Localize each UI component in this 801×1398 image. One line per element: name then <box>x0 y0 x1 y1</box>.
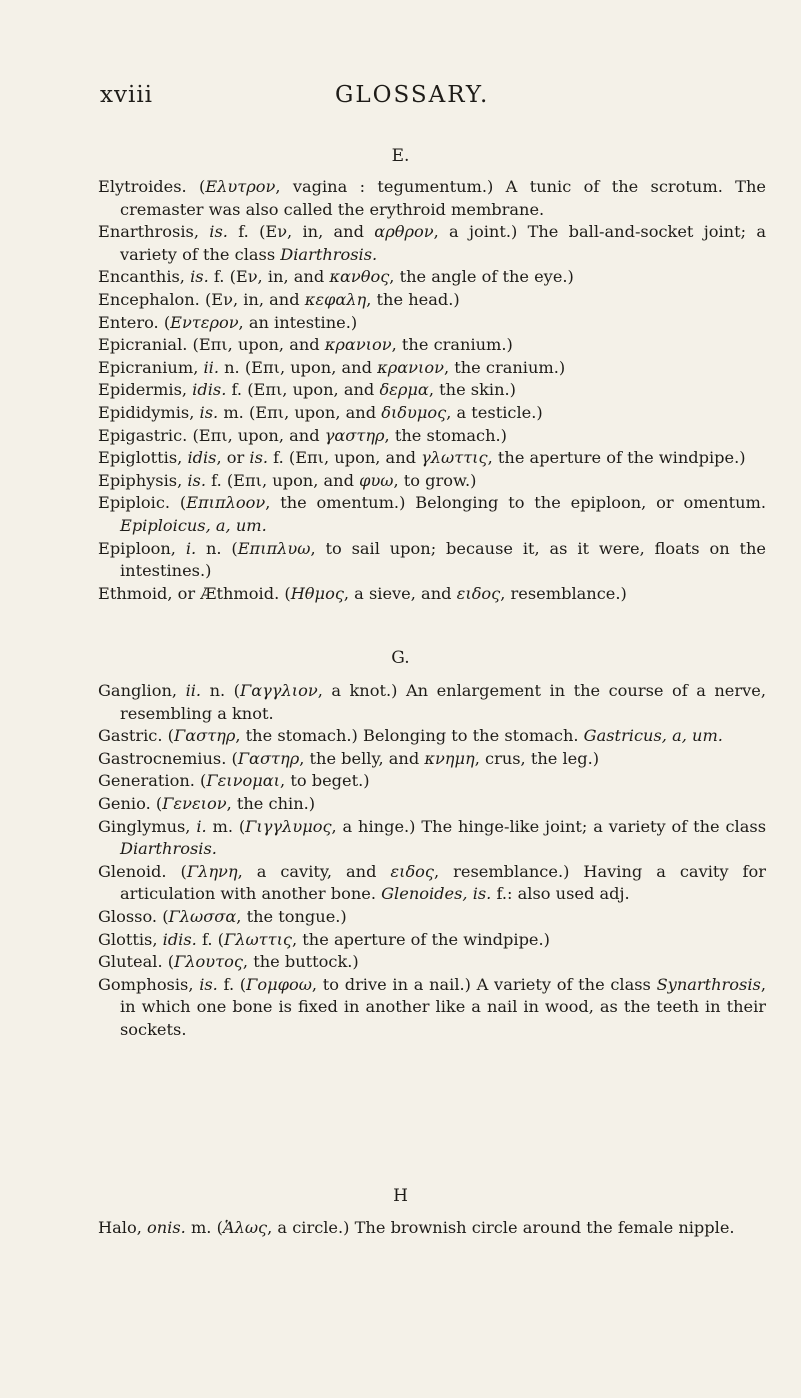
entry-text: Gluteal. ( <box>98 952 175 972</box>
entry-text: , a testicle.) <box>446 402 543 422</box>
glossary-entry <box>98 289 766 312</box>
entry-text: n. ( <box>196 538 238 558</box>
italic-text: Diarthrosis. <box>280 244 378 264</box>
entry-text: , to grow.) <box>393 470 477 490</box>
glossary-entry <box>98 951 766 974</box>
entry-text: , a circle.) The brownish circle around the female nipple. <box>267 1218 735 1237</box>
greek-term: Γλουτος <box>174 952 243 972</box>
glossary-entry <box>98 176 766 221</box>
greek-term: Γλωττις <box>223 929 292 949</box>
entry-text: , resemblance.) <box>500 583 627 603</box>
entry-text: Epigastric. (Επι, upon, and <box>98 425 325 445</box>
greek-term: Επιπλοον <box>186 493 266 513</box>
entry-text: Epidermis, <box>98 380 193 400</box>
greek-term: Γαστηρ <box>173 726 236 746</box>
glossary-entry <box>98 470 766 493</box>
glossary-entry <box>98 748 766 771</box>
glossary-entry <box>98 266 766 289</box>
entry-text: , a joint.) The ball-and-socket joint; a variety of the class <box>120 222 766 264</box>
italic-text: Epiploicus, a, um. <box>120 515 267 535</box>
entry-text: Gomphosis, <box>98 974 200 994</box>
section-letter-g: G. <box>391 648 410 668</box>
glossary-entry <box>98 402 766 425</box>
glossary-entry <box>98 334 766 357</box>
entry-text: f.: also used adj. <box>491 884 630 904</box>
entry-text: , an intestine.) <box>238 312 358 332</box>
entry-text: Glenoid. ( <box>98 861 187 881</box>
glossary-entry <box>98 425 766 448</box>
entry-text: , the buttock.) <box>242 952 359 972</box>
entry-text: , the belly, and <box>299 748 425 768</box>
section-h-entries <box>98 1217 766 1240</box>
greek-term: Γομφοω <box>246 974 312 994</box>
glossary-entry <box>98 538 766 583</box>
greek-term: Γλωσσα <box>168 906 237 926</box>
entry-text: , or <box>216 448 250 468</box>
entry-text: Epididymis, <box>98 402 200 422</box>
page-title: GLOSSARY. <box>335 82 490 108</box>
entry-text: , a sieve, and <box>343 583 457 603</box>
entry-text: Epicranium, <box>98 357 204 377</box>
glossary-entry <box>98 583 766 606</box>
entry-text: f. ( <box>217 974 247 994</box>
italic-text: Glenoides, is. <box>381 884 492 904</box>
italic-text: Gastricus, a, um. <box>583 726 723 746</box>
greek-term: κεφαλη <box>304 289 367 309</box>
entry-text: Generation. ( <box>98 771 207 791</box>
entry-text: Gastric. ( <box>98 726 174 746</box>
entry-text: f. (Εν, in, and <box>208 267 330 287</box>
entry-text: n. ( <box>201 681 240 700</box>
glossary-entry <box>98 221 766 266</box>
italic-text: is. <box>190 267 209 287</box>
entry-text: f. (Επι, upon, and <box>268 448 422 468</box>
greek-term: Ηθμος <box>290 583 344 603</box>
glossary-entry <box>98 357 766 380</box>
greek-term: ειδος <box>456 583 501 603</box>
greek-term: Επιπλυω <box>237 538 311 558</box>
glossary-entry <box>98 312 766 335</box>
entry-text: Ginglymus, <box>98 816 197 836</box>
greek-term: κρανιον <box>324 335 392 355</box>
greek-term: δερμα <box>379 380 429 400</box>
entry-text: Epiploic. ( <box>98 493 187 513</box>
entry-text: Glosso. ( <box>98 906 169 926</box>
entry-text: , a hinge.) The hinge-like joint; a variety of the class <box>331 816 767 836</box>
entry-text: n. (Επι, upon, and <box>218 357 378 377</box>
glossary-entry <box>98 680 766 725</box>
entry-text: , vagina : tegumentum.) A tunic of the scrotum. The cremaster was also called the erythroid membrane. <box>120 177 766 219</box>
entry-text: Epicranial. (Επι, upon, and <box>98 335 325 355</box>
entry-text: Encanthis, <box>98 267 191 287</box>
glossary-entry <box>98 906 766 929</box>
greek-term: διδυμος <box>381 402 447 422</box>
italic-text: i. <box>196 816 207 836</box>
italic-text: onis. <box>146 1218 186 1237</box>
entry-text: , to beget.) <box>280 771 370 791</box>
entry-text: Elytroides. ( <box>98 177 206 196</box>
entry-text: m. ( <box>185 1218 223 1237</box>
entry-text: f. (Εν, in, and <box>227 222 375 242</box>
entry-text: Epiglottis, <box>98 448 188 468</box>
entry-text: f. ( <box>196 929 224 949</box>
italic-text: idis. <box>192 380 227 400</box>
glossary-entry <box>98 861 766 906</box>
italic-text: idis. <box>162 929 197 949</box>
entry-text: Epiphysis, <box>98 470 188 490</box>
italic-text: ii. <box>185 681 202 700</box>
greek-term: ειδος <box>390 861 434 881</box>
entry-text: , in which one bone is fixed in another like a nail in wood, as the teeth in their sockets. <box>120 974 766 1039</box>
glossary-entry <box>98 725 766 748</box>
entry-text: , to sail upon; because it, as it were, floats on the intestines.) <box>120 538 766 581</box>
glossary-entry <box>98 929 766 952</box>
greek-term: Γαστηρ <box>237 748 300 768</box>
greek-term: γαστηρ <box>324 425 385 445</box>
entry-text: , the skin.) <box>428 380 516 400</box>
entry-text: , the angle of the eye.) <box>389 267 574 287</box>
greek-term: Εντερον <box>170 312 239 332</box>
entry-text: , to drive in a nail.) A variety of the class <box>311 974 657 994</box>
greek-term: Γιγγλυμος <box>245 816 332 836</box>
italic-text: is. <box>209 222 228 242</box>
italic-text: is. <box>249 448 269 468</box>
entry-text: m. (Επι, upon, and <box>218 402 382 422</box>
greek-term: κρανιον <box>377 357 444 377</box>
entry-text: , a cavity, and <box>237 861 391 881</box>
entry-text: , a knot.) An enlargement in the course of a nerve, resembling a knot. <box>120 681 766 723</box>
entry-text: Ethmoid, or Æthmoid. ( <box>98 583 291 603</box>
greek-term: φυω <box>359 470 394 490</box>
entry-text: Ganglion, <box>98 681 186 700</box>
greek-term: Γενειον <box>162 793 227 813</box>
italic-text: i. <box>185 538 197 558</box>
entry-text: Halo, <box>98 1218 147 1237</box>
glossary-entry <box>98 379 766 402</box>
entry-text: , the head.) <box>366 289 460 309</box>
italic-text: is. <box>199 402 219 422</box>
entry-text: , resemblance.) Having a cavity for articulation with another bone. <box>120 861 766 904</box>
entry-text: m. ( <box>206 816 246 836</box>
entry-text: , crus, the leg.) <box>474 748 600 768</box>
greek-term: αρθρον <box>374 222 434 242</box>
italic-text: is. <box>187 470 207 490</box>
greek-term: κνημη <box>424 748 475 768</box>
italic-text: is. <box>199 974 218 994</box>
glossary-entry <box>98 816 766 861</box>
italic-text: ii. <box>203 357 219 377</box>
entry-text: Entero. ( <box>98 312 171 332</box>
entry-text: , the aperture of the windpipe.) <box>292 929 550 949</box>
entry-text: Gastrocnemius. ( <box>98 748 238 768</box>
entry-text: Epiploon, <box>98 538 186 558</box>
page-number: xviii <box>100 82 154 108</box>
section-e-entries <box>98 176 766 605</box>
entry-text: , the aperture of the windpipe.) <box>487 448 746 468</box>
section-letter-e: E. <box>391 146 410 166</box>
greek-term: γλωττις <box>421 448 488 468</box>
greek-term: Ἁλως <box>222 1218 268 1237</box>
italic-text: idis <box>187 448 217 468</box>
entry-text: f. (Επι, upon, and <box>226 380 380 400</box>
entry-text: , the cranium.) <box>443 357 566 377</box>
entry-text: Genio. ( <box>98 793 163 813</box>
entry-text: , the omentum.) Belonging to the epiploon, or omentum. <box>265 493 766 513</box>
entry-text: , the stomach.) <box>384 425 507 445</box>
entry-text: Enarthrosis, <box>98 222 210 242</box>
glossary-entry <box>98 492 766 537</box>
glossary-entry <box>98 447 766 470</box>
entry-text: f. (Επι, upon, and <box>206 470 360 490</box>
italic-text: Diarthrosis. <box>120 839 217 859</box>
glossary-entry <box>98 974 766 1042</box>
greek-term: Ελυτρον <box>205 177 276 196</box>
entry-text: Encephalon. (Εν, in, and <box>98 289 305 309</box>
glossary-entry <box>98 793 766 816</box>
greek-term: Γαγγλιον <box>239 681 318 700</box>
entry-text: , the tongue.) <box>236 906 347 926</box>
greek-term: Γληνη <box>186 861 238 881</box>
greek-term: κανθος <box>329 267 390 287</box>
glossary-entry <box>98 1217 766 1240</box>
entry-text: , the cranium.) <box>391 335 513 355</box>
entry-text: Glottis, <box>98 929 163 949</box>
entry-text: , the stomach.) Belonging to the stomach. <box>235 726 584 746</box>
entry-text: , the chin.) <box>226 793 316 813</box>
italic-text: Synarthrosis <box>656 974 761 994</box>
section-letter-h: H <box>393 1186 408 1206</box>
greek-term: Γεινομαι <box>206 771 281 791</box>
glossary-entry <box>98 770 766 793</box>
section-g-entries <box>98 680 766 1042</box>
